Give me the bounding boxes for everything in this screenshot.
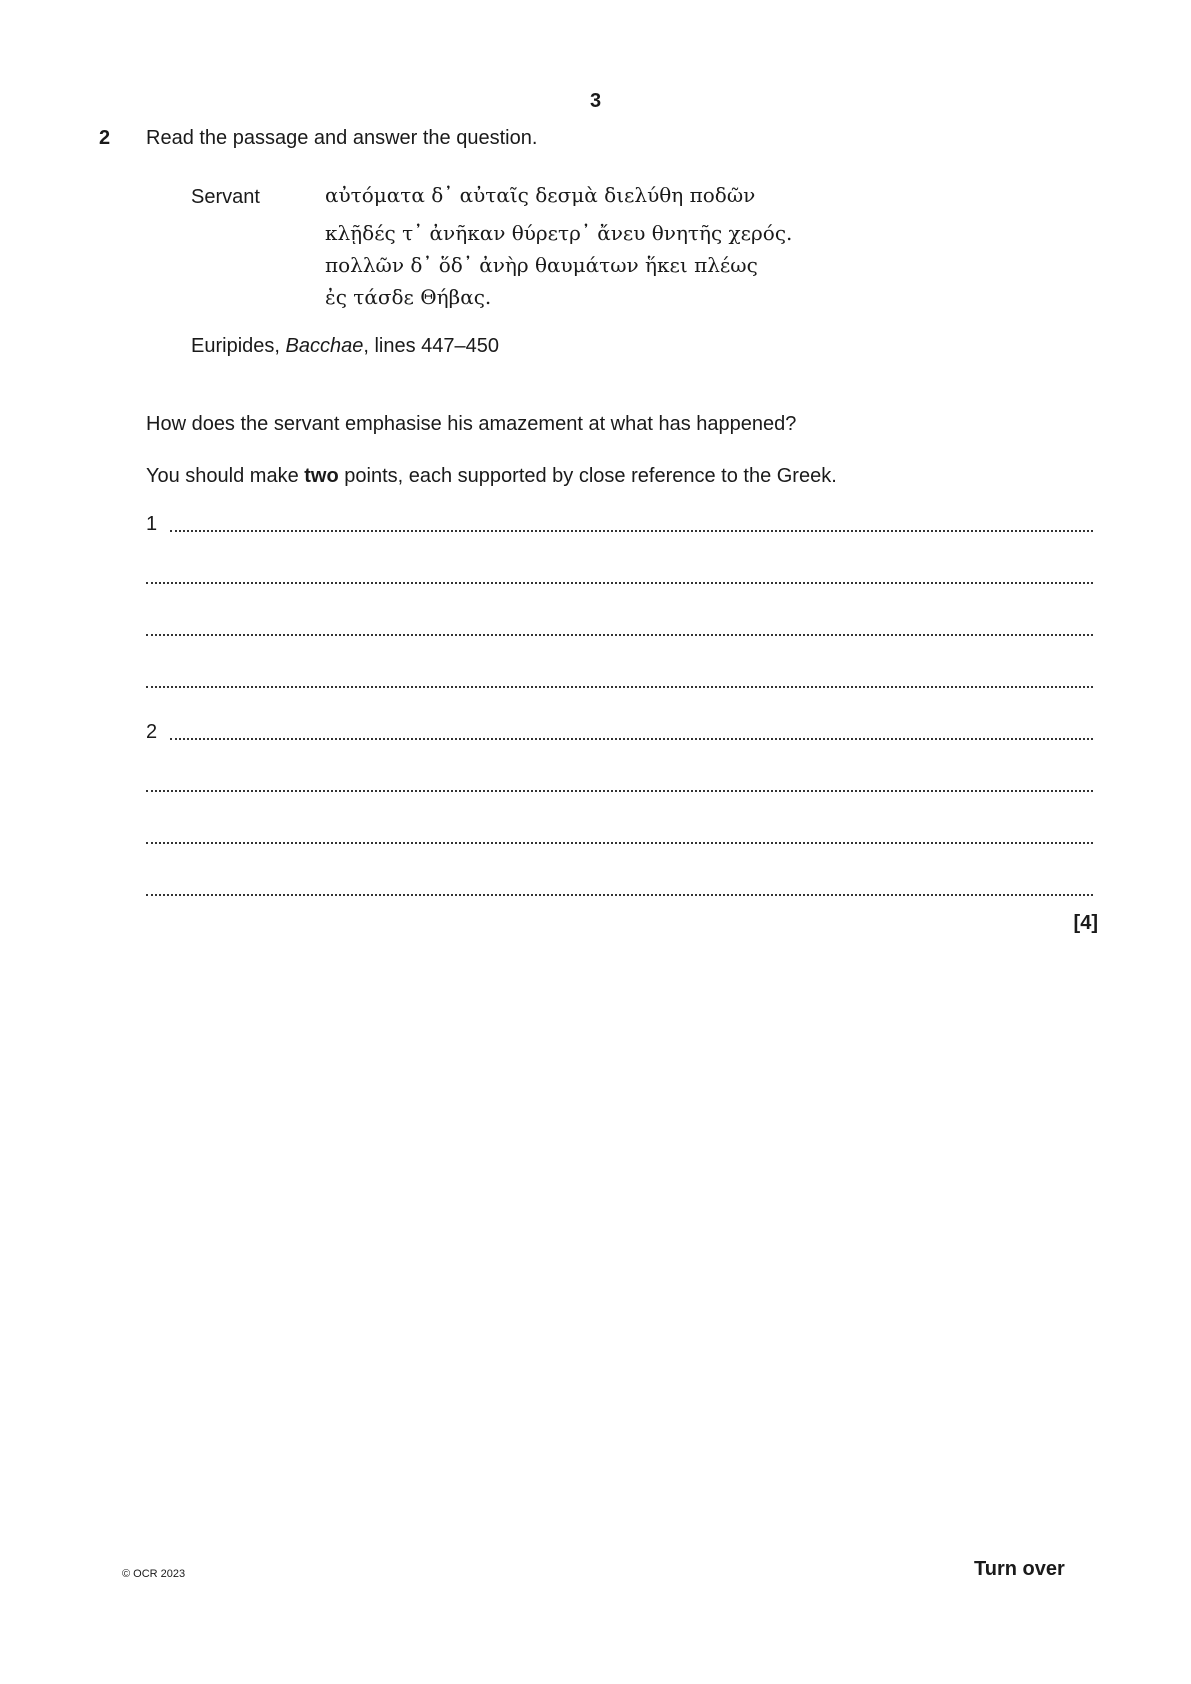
citation-work: Bacchae [285,335,364,357]
speaker-label: Servant [191,186,260,208]
sub-prompt-after: points, each supported by close reference to the Greek. [338,465,837,487]
answer-line[interactable] [146,564,1093,588]
sub-prompt-bold: two [304,465,339,487]
greek-line: κλῇδές τ᾽ ἀνῆκαν θύρετρ᾽ ἄνευ θνητῆς χερός. [325,221,793,245]
marks-label: [4] [1073,912,1098,934]
answer-line[interactable] [146,720,1093,744]
answer-line[interactable] [146,824,1093,848]
answer-line[interactable] [146,876,1093,900]
answer-dotted-line [146,894,1093,896]
answer-point-number: 2 [146,721,158,743]
citation-author: Euripides, [191,335,280,357]
answer-dotted-line [170,530,1093,532]
answer-dotted-line [146,686,1093,688]
question-instruction: Read the passage and answer the question. [146,127,538,149]
answer-dotted-line [170,738,1093,740]
answer-line[interactable] [146,512,1093,536]
greek-line: ἐς τάσδε Θήβας. [325,285,492,309]
answer-dotted-line [146,842,1093,844]
greek-line: αὐτόματα δ᾽ αὐταῖς δεσμὰ διελύθη ποδῶν [325,183,756,207]
answer-dotted-line [146,790,1093,792]
answer-point-number: 1 [146,513,158,535]
answer-line[interactable] [146,772,1093,796]
page-number: 3 [589,90,602,112]
citation-lines: , lines 447–450 [363,335,500,357]
answer-line[interactable] [146,668,1093,692]
greek-line: πολλῶν δ᾽ ὅδ᾽ ἀνὴρ θαυμάτων ἥκει πλέως [325,253,758,277]
answer-dotted-line [146,582,1093,584]
sub-prompt-before: You should make [146,465,305,487]
question-prompt: How does the servant emphasise his amazement at what has happened? [146,413,797,435]
turn-over-label: Turn over [974,1558,1065,1580]
citation [191,335,499,358]
question-sub-prompt [146,465,837,488]
greek-passage [325,185,792,313]
answer-line[interactable] [146,616,1093,640]
copyright-notice: © OCR 2023 [122,1568,186,1580]
question-number: 2 [99,127,111,149]
answer-dotted-line [146,634,1093,636]
